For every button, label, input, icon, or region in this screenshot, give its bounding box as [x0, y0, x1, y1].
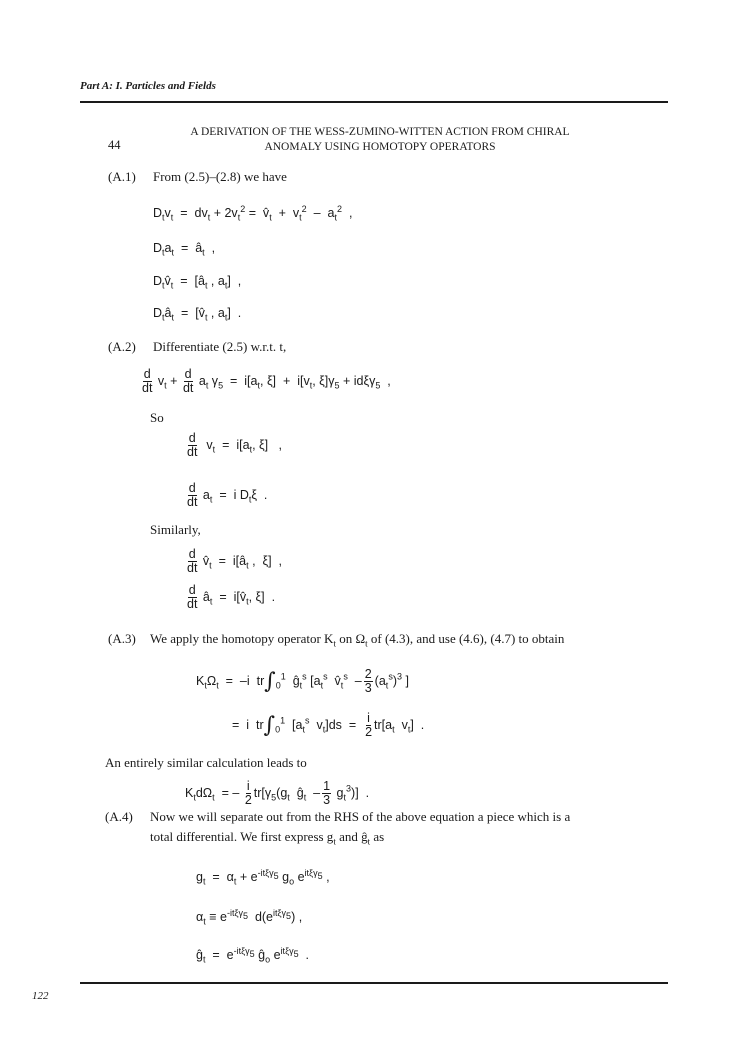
text-a2: Differentiate (2.5) w.r.t. t, — [153, 339, 287, 354]
equation-a2-5: $\frac{d}{dt}$ $â_t$ = $i[v̂_t$, ξ] . — [187, 583, 276, 611]
label-a2: (A.2) — [108, 339, 136, 354]
text-a4-line2-part3: as — [370, 829, 385, 844]
equation-a1-3: $D_tv̂_t$ = [$â_t$ , $a_t$] , — [153, 274, 242, 291]
text-so: So — [150, 410, 164, 425]
running-header: Part A: I. Particles and Fields — [80, 80, 216, 92]
equation-a1-4: $D_tâ_t$ = [$v̂_t$ , $a_t$] . — [153, 306, 242, 323]
equation-a2-1: $\frac{d}{dt}$ $v_t$ + $\frac{d}{dt}$ $a_t$ $\gamma_5 = i[a_t$, $\xi] + i[v_t$, $\xi]\gamma_5 + id\xi\gamma_5$ , — [142, 367, 391, 395]
label-a1: (A.1) — [108, 169, 136, 184]
text-a4-line2-part1: total differential. We first express g — [150, 829, 334, 844]
equation-a2-2: $\frac{d}{dt}$ $v_t = i[a_t$, ξ] , — [187, 431, 282, 459]
page-number: 44 — [108, 138, 121, 152]
equation-a4-1: $g_t = \alpha_t + e^{-it\xi\gamma_5}$ $g_o$ $e^{it\xi\gamma_5}$ , — [196, 868, 330, 887]
equation-a3-2: = i $tr\int_0^1$ [$a_t^s$ $v_t]ds$ = $\frac{i}{2}$ $tr[a_t$ $v_t$] . — [232, 711, 425, 739]
equation-a1-1: $D_tv_t = dv_t + 2v_t^2$ = $v̂_t + v_t^2 - a_t^2$ , — [153, 204, 353, 223]
text-a4-line1: Now we will separate out from the RHS of the above equation a piece which is a — [150, 809, 571, 824]
equation-a3-1: $K_t\Omega_t = -i$ $tr\int_0^1$ $ĝ_t^s$ [$a_t^s$ $v̂_t^s$ – $\frac{2}{3}$ $(a_t^s)^3$ ] — [196, 667, 409, 695]
footer-rule — [80, 982, 668, 984]
title-line-2: ANOMALY USING HOMOTOPY OPERATORS — [264, 141, 496, 153]
text-entirely: An entirely similar calculation leads to — [105, 755, 307, 770]
equation-a2-3: $\frac{d}{dt}$ $a_t = i$ $D_t\xi$ . — [187, 481, 268, 509]
equation-a4-2: $\alpha_t \equiv e^{-it\xi\gamma_5}$ $d(e^{it\xi\gamma_5})$ , — [196, 908, 303, 927]
equation-a3-3: $K_td\Omega_t$ = – $\frac{i}{2}$ $tr[\gamma_5(g_t$ $ĝ_t$ – $\frac{1}{3}$ $g_t^3$)] . — [185, 779, 370, 807]
text-a3-part1: We apply the homotopy operator K — [150, 631, 334, 646]
footer-page-number: 122 — [32, 990, 49, 1002]
text-similarly: Similarly, — [150, 522, 201, 537]
equation-a2-4: $\frac{d}{dt}$ $v̂_t$ = $i[â_t$ , ξ] , — [187, 547, 282, 575]
label-a4: (A.4) — [105, 809, 133, 824]
text-a1: From (2.5)–(2.8) we have — [153, 169, 287, 184]
title-line-1: A DERIVATION OF THE WESS-ZUMINO-WITTEN ACTION FROM CHIRAL — [190, 126, 570, 138]
text-a3-part3: of (4.3), and use (4.6), (4.7) to obtain — [367, 631, 565, 646]
equation-a1-2: $D_ta_t$ = $â_t$ , — [153, 241, 216, 258]
header-rule — [80, 101, 668, 103]
paper-title — [150, 125, 610, 155]
text-a3: We apply the homotopy operator $K_t$ on $\Omega_t$ of (4.3), and use (4.6), (4.7) to obtain — [150, 631, 565, 649]
equation-a4-3: $ĝ_t = e^{-it\xi\gamma_5}$ $ĝ_o$ $e^{it\xi\gamma_5}$ . — [196, 946, 310, 965]
text-a4-line2-part2: and ĝ — [335, 829, 368, 844]
text-a3-part2: on Ω — [335, 631, 366, 646]
label-a3: (A.3) — [108, 631, 136, 646]
text-a4-line2: total differential. We first express $g_t$ and $ĝ_t$ as — [150, 829, 385, 847]
